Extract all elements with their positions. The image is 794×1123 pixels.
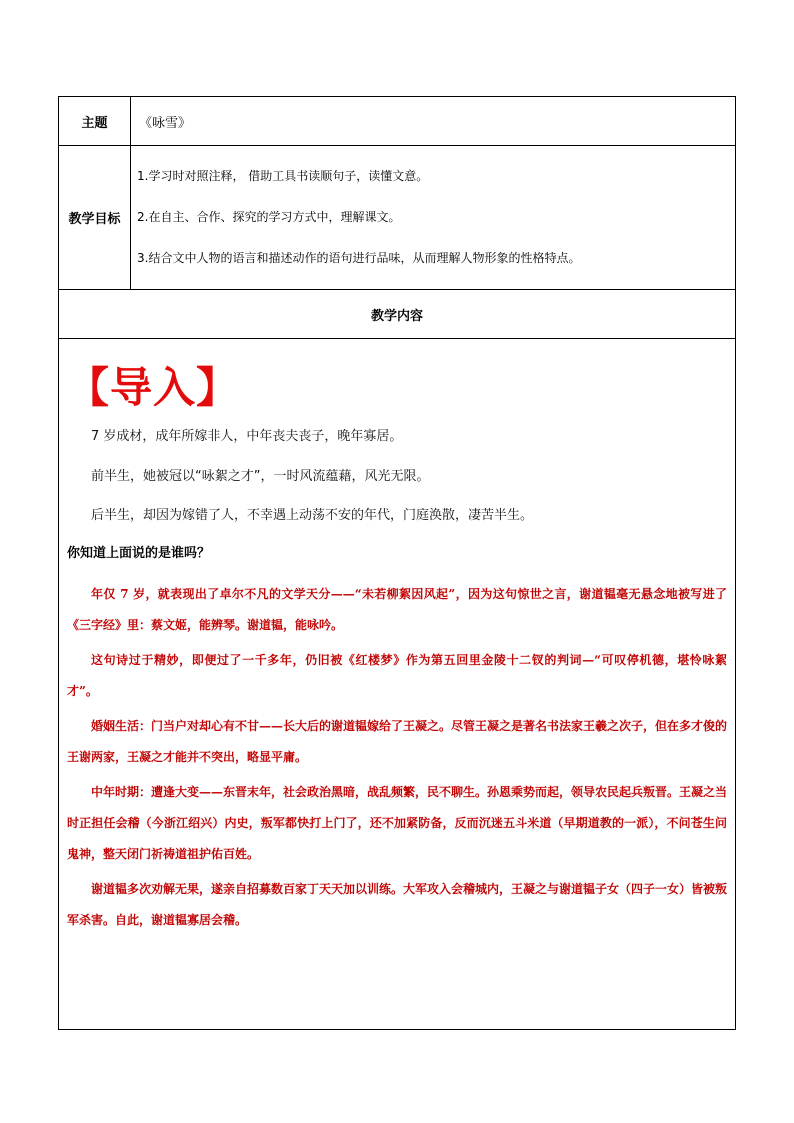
content-body-row — [59, 339, 736, 1030]
intro-paragraph: 前半生，她被冠以“咏絮之才”，一时风流蕴藉，风光无限。 — [91, 468, 430, 484]
answer-paragraph: 年仅 7 岁，就表现出了卓尔不凡的文学天分——“未若柳絮因风起”，因为这句惊世之言，谢道韫毫无悬念地被写进了《三字经》里：蔡文姬，能辨琴。谢道韫，能咏吟。 — [67, 586, 727, 632]
lesson-plan-table — [58, 96, 736, 1030]
topic-label: 主题 — [59, 97, 131, 146]
goals-label: 教学目标 — [59, 146, 131, 290]
goal-item: 3.结合文中人物的语言和描述动作的语句进行品味，从而理解人物形象的性格特点。 — [137, 251, 581, 266]
answer-paragraph: 这句诗过于精妙，即便过了一千多年，仍旧被《红楼梦》作为第五回里金陵十二钗的判词—“可叹停机德，堪怜咏絮才”。 — [67, 652, 727, 698]
answer-paragraph: 婚姻生活：门当户对却心有不甘——长大后的谢道韫嫁给了王凝之。尽管王凝之是著名书法家王羲之次子，但在多才俊的王谢两家，王凝之才能并不突出，略显平庸。 — [67, 718, 728, 764]
intro-paragraph: 7 岁成材，成年所嫁非人，中年丧夫丧子，晚年寡居。 — [91, 429, 403, 444]
answer-paragraph: 中年时期：遭逢大变——东晋末年，社会政治黑暗，战乱频繁，民不聊生。孙恩乘势而起，领导农民起兵叛晋。王凝之当时正担任会稽（今浙江绍兴）内史，叛军都快打上门了，还不加紧防备，反而沉迷五斗米道（早期道教的一派），不问苍生问鬼神，整天闭门祈祷道祖护佑百姓。 — [67, 784, 728, 861]
topic-row — [59, 97, 736, 146]
goal-item: 2.在自主、合作、探究的学习方式中，理解课文。 — [137, 210, 401, 225]
content-header: 教学内容 — [59, 290, 736, 339]
answer-paragraph: 谢道韫多次劝解无果，遂亲自招募数百家丁天天加以训练。大军攻入会稽城内，王凝之与谢道韫子女（四子一女）皆被叛军杀害。自此，谢道韫寡居会稽。 — [67, 881, 728, 927]
topic-value: 《咏雪》 — [131, 97, 736, 146]
goals-row — [59, 146, 736, 290]
intro-heading: 【导入】 — [67, 363, 240, 412]
question-text: 你知道上面说的是谁吗？ — [67, 545, 211, 561]
goal-item: 1.学习时对照注释， 借助工具书读顺句子，读懂文意。 — [137, 169, 429, 184]
content-header-row — [59, 290, 736, 339]
goals-list — [131, 146, 736, 290]
intro-paragraph: 后半生，却因为嫁错了人，不幸遇上动荡不安的年代，门庭涣散，凄苦半生。 — [91, 508, 534, 524]
content-body — [59, 339, 736, 1030]
